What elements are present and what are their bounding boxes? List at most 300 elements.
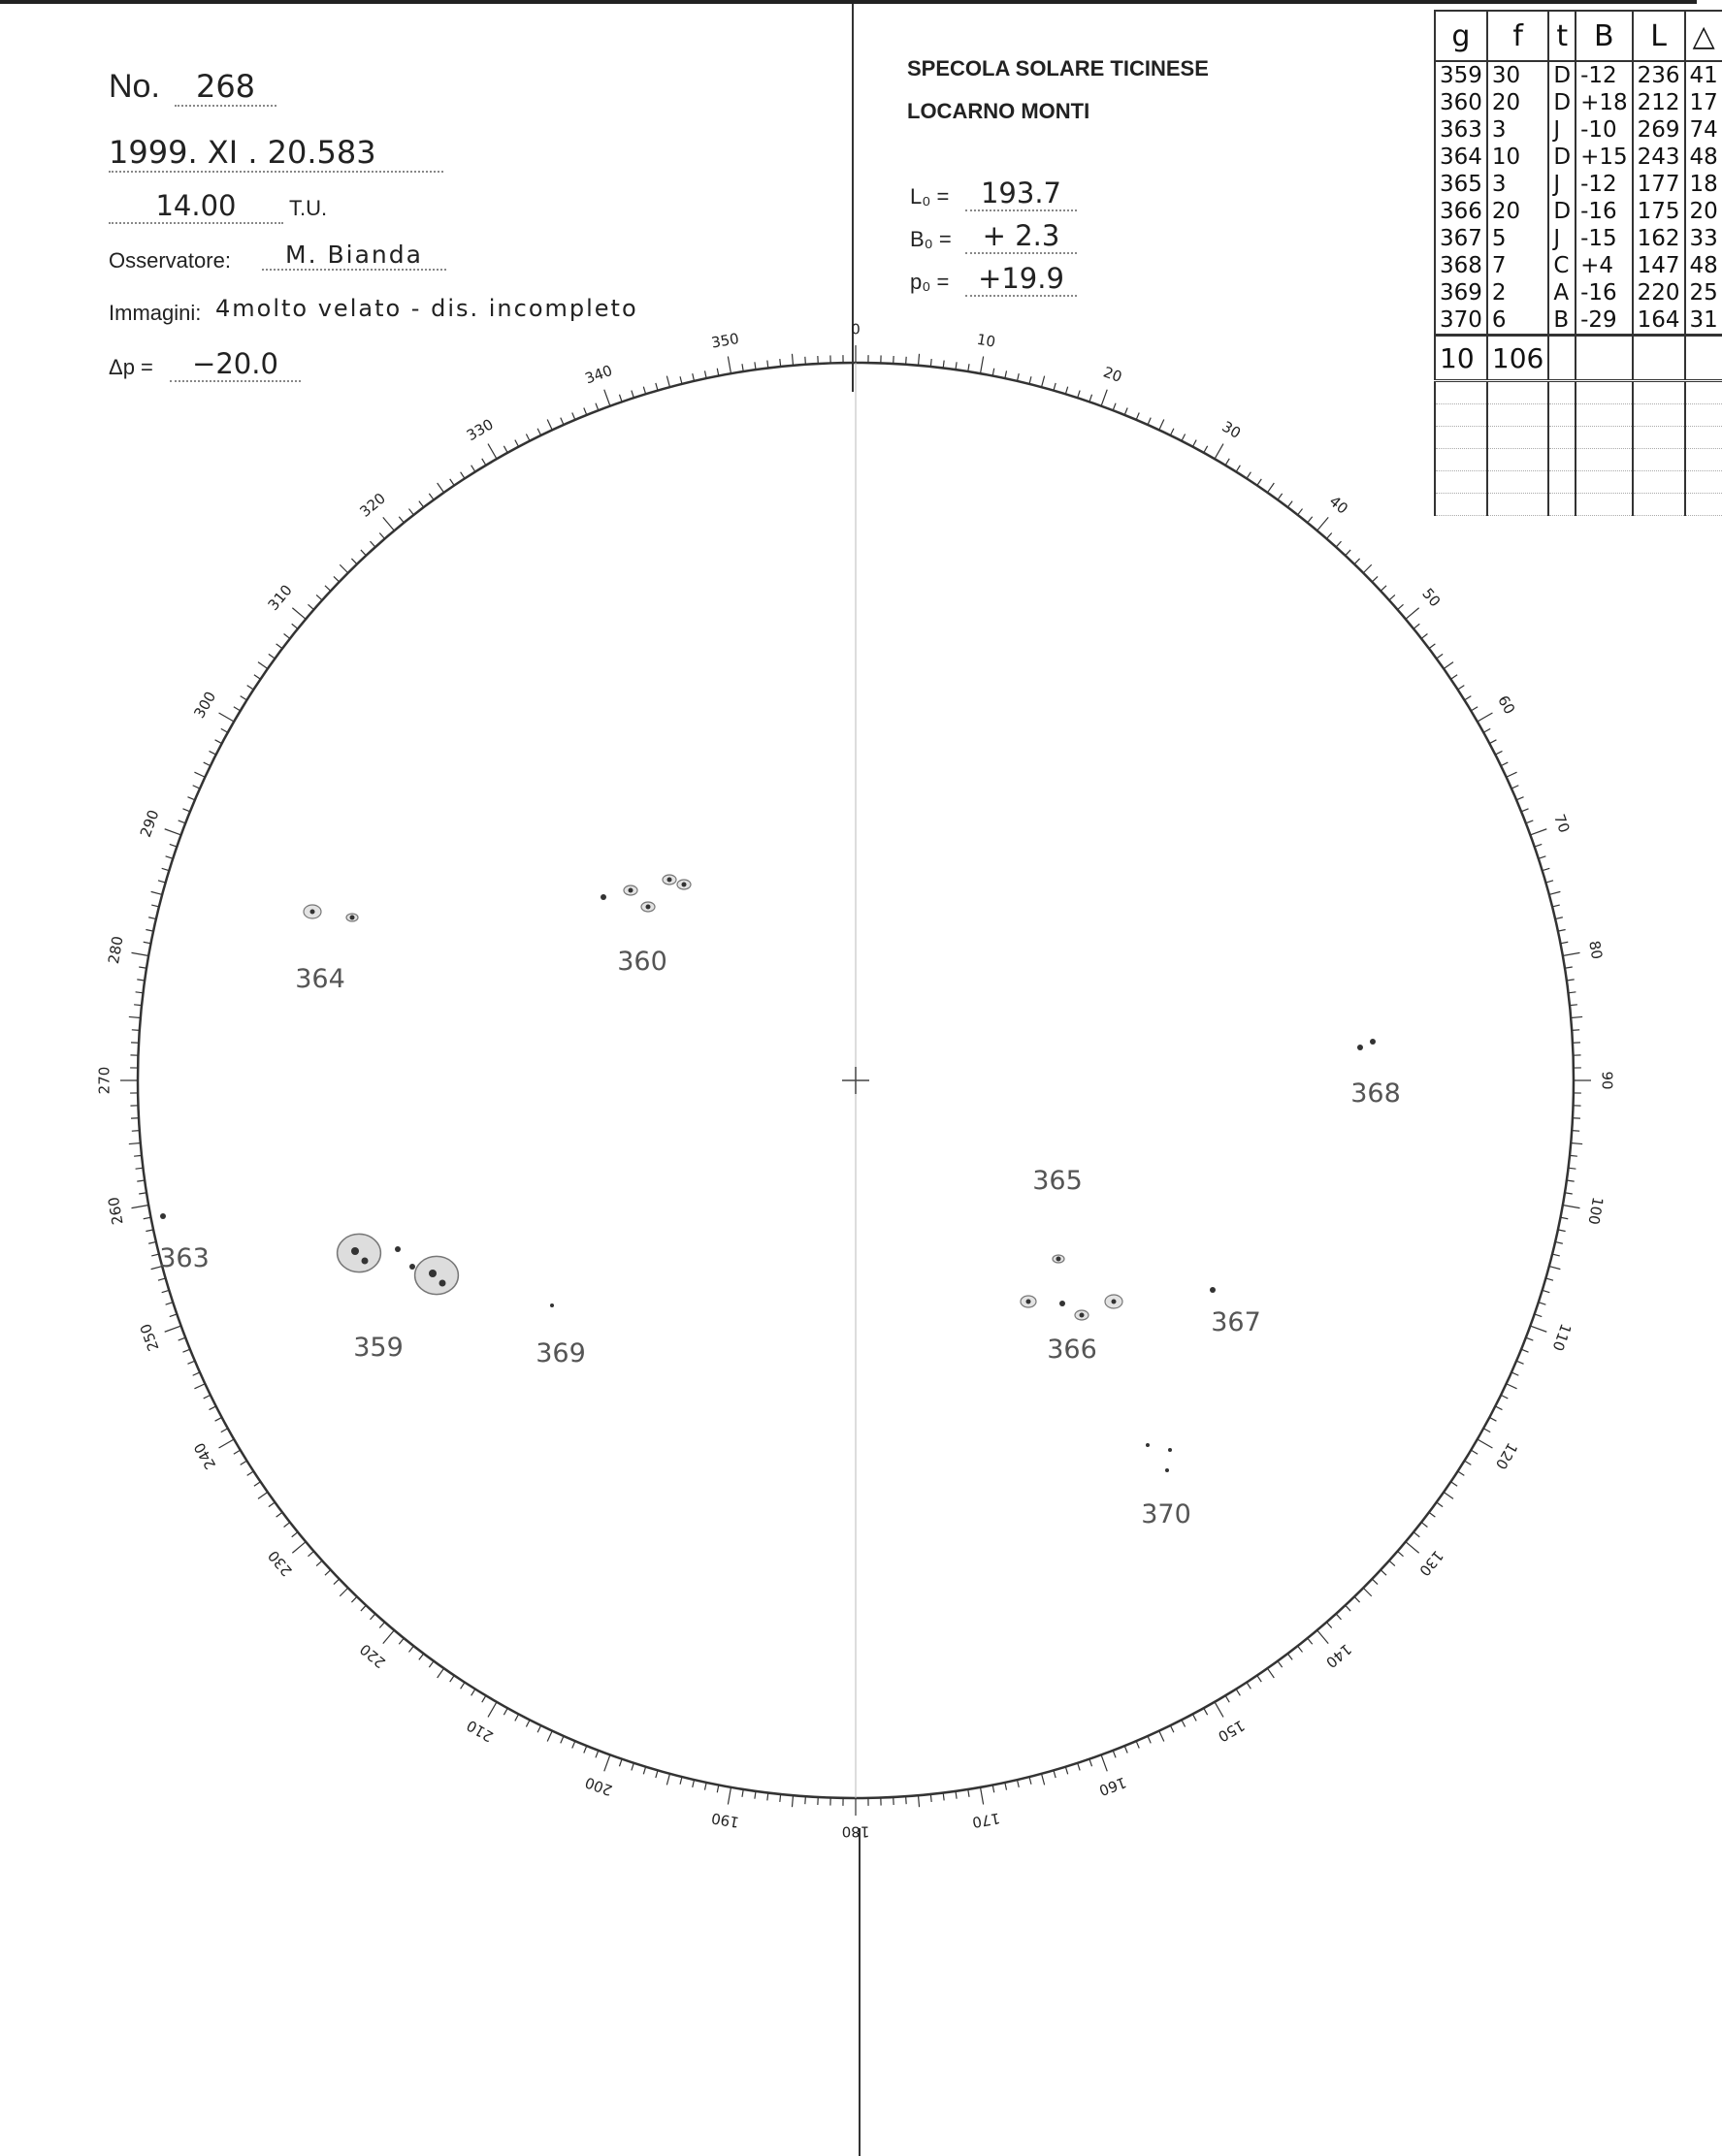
scale-tick	[1437, 1502, 1443, 1507]
scale-tick	[1326, 1622, 1331, 1627]
scale-tick	[704, 1783, 706, 1790]
scale-tick	[438, 483, 444, 493]
observation-time: 14.00	[109, 189, 283, 224]
group-label: 364	[295, 964, 345, 994]
scale-tick	[1054, 1770, 1056, 1778]
scale-tick	[1571, 1016, 1582, 1017]
scale-tick	[450, 1675, 454, 1682]
sunspot-pore	[1146, 1443, 1150, 1447]
scale-tick	[219, 713, 235, 722]
sunspot-umbra	[1112, 1300, 1117, 1304]
scale-tick	[1078, 1763, 1080, 1771]
scale-tick	[1381, 1570, 1386, 1575]
scale-tick	[1458, 686, 1465, 690]
scale-tick	[1215, 1702, 1223, 1718]
sunspot-pore	[409, 1264, 415, 1270]
scale-tick	[1511, 786, 1518, 788]
group-label: 370	[1141, 1499, 1191, 1529]
scale-tick	[1308, 1638, 1313, 1644]
scale-tick	[504, 1708, 507, 1715]
scale-tick	[1005, 370, 1007, 378]
scale-tick	[572, 1741, 575, 1748]
scale-label: 240	[190, 1439, 220, 1473]
scale-label: 300	[190, 688, 220, 722]
scale-tick	[693, 1780, 695, 1787]
scale-tick	[1568, 1168, 1576, 1169]
scale-label: 290	[136, 807, 163, 840]
scale-tick	[918, 1795, 919, 1807]
scale-tick	[204, 762, 211, 766]
header-f: f	[1487, 11, 1548, 61]
scale-tick	[258, 1492, 268, 1498]
scale-tick	[619, 1759, 622, 1767]
scale-tick	[1572, 1030, 1579, 1031]
scale-tick	[572, 412, 575, 419]
scale-tick	[1225, 459, 1229, 466]
table-cell: 6	[1487, 306, 1548, 336]
scale-tick	[144, 942, 151, 944]
scale-tick	[1483, 1429, 1490, 1432]
table-cell: -12	[1576, 171, 1633, 198]
scale-label: 230	[264, 1547, 296, 1580]
scale-tick	[179, 1337, 185, 1340]
scale-tick	[526, 1720, 530, 1726]
scale-tick	[1483, 728, 1490, 732]
table-cell: 17	[1685, 89, 1722, 116]
scale-tick	[1563, 1205, 1580, 1207]
scale-tick	[170, 1314, 178, 1317]
scale-tick	[1113, 403, 1116, 410]
scale-tick	[1065, 387, 1067, 395]
scale-tick	[1406, 608, 1419, 620]
scale-tick	[269, 654, 275, 659]
scale-label: 130	[1415, 1547, 1447, 1580]
scale-tick	[148, 1241, 156, 1243]
scale-tick	[1450, 1482, 1457, 1486]
scale-tick	[792, 354, 793, 366]
table-cell: 5	[1487, 225, 1548, 252]
scale-label: 110	[1548, 1321, 1576, 1354]
scale-tick	[1363, 1588, 1371, 1595]
scale-tick	[1192, 1714, 1196, 1721]
table-cell: 367	[1435, 225, 1487, 252]
total-cell: 10	[1435, 336, 1487, 381]
table-cell: 30	[1487, 61, 1548, 89]
scale-tick	[584, 407, 587, 414]
scale-tick	[1549, 1267, 1561, 1270]
scale-tick	[1029, 1777, 1031, 1785]
sunspot-pore	[1357, 1045, 1363, 1050]
scale-tick	[1236, 1689, 1240, 1696]
scale-tick	[247, 686, 254, 690]
scale-tick	[1530, 1326, 1546, 1332]
table-cell: 212	[1633, 89, 1685, 116]
scale-tick	[1078, 391, 1080, 399]
scale-label: 10	[975, 330, 997, 351]
scale-tick	[187, 797, 194, 800]
table-cell: +18	[1576, 89, 1633, 116]
scale-tick	[1215, 444, 1223, 460]
institute-name: SPECOLA SOLARE TICINESE	[907, 56, 1209, 80]
l0-value: 193.7	[965, 177, 1077, 211]
scale-tick	[316, 1561, 322, 1565]
scale-tick	[1054, 383, 1056, 391]
scale-tick	[561, 418, 564, 425]
scale-tick	[254, 675, 261, 679]
scale-label: 170	[970, 1809, 1002, 1832]
table-cell: 162	[1633, 225, 1685, 252]
scale-tick	[438, 1668, 444, 1678]
scale-tick	[194, 772, 205, 777]
scale-tick	[151, 891, 163, 894]
table-cell: D	[1548, 198, 1576, 225]
group-label: 368	[1350, 1078, 1401, 1109]
scale-tick	[643, 1767, 645, 1775]
scale-tick	[1148, 418, 1151, 425]
scale-tick	[383, 1630, 395, 1644]
group-label: 369	[536, 1338, 586, 1368]
sunspot-penumbra	[338, 1234, 381, 1271]
scale-label: 40	[1325, 492, 1351, 518]
scale-tick	[429, 1661, 434, 1667]
images-value: 4molto velato - dis. incompleto	[215, 295, 638, 322]
scale-tick	[210, 751, 216, 755]
sunspot-umbra	[646, 905, 651, 910]
scale-tick	[351, 1596, 357, 1602]
time-unit: T.U.	[289, 196, 328, 220]
scale-tick	[515, 440, 519, 447]
table-cell: 365	[1435, 171, 1487, 198]
scale-tick	[132, 1205, 149, 1207]
table-cell: 360	[1435, 89, 1487, 116]
scale-label: 250	[136, 1321, 163, 1354]
scale-tick	[429, 494, 434, 499]
scale-tick	[1560, 942, 1568, 944]
scale-tick	[1421, 1523, 1427, 1528]
scale-tick	[1539, 1303, 1546, 1304]
scale-tick	[943, 1792, 944, 1800]
scale-tick	[956, 1791, 957, 1799]
scale-tick	[234, 1450, 241, 1454]
scale-tick	[792, 1795, 793, 1807]
scale-tick	[780, 1794, 781, 1802]
scale-tick	[728, 357, 731, 374]
scale-tick	[537, 429, 541, 435]
scale-tick	[1257, 1675, 1261, 1682]
header-l: L	[1633, 11, 1685, 61]
scale-tick	[1029, 376, 1031, 384]
sunspot-umbra	[350, 916, 355, 920]
scale-tick	[1065, 1767, 1067, 1775]
scale-tick	[596, 403, 599, 410]
scale-tick	[1042, 376, 1045, 388]
table-cell: 31	[1685, 306, 1722, 336]
sunspot-pore	[1059, 1301, 1065, 1306]
scale-tick	[666, 376, 669, 388]
scale-tick	[992, 1785, 994, 1792]
scale-tick	[1170, 1725, 1174, 1732]
scale-tick	[1372, 576, 1378, 582]
scale-tick	[193, 786, 200, 788]
scale-tick	[292, 608, 306, 620]
scale-tick	[1511, 1372, 1518, 1375]
scale-tick	[162, 1290, 170, 1292]
scale-tick	[1516, 797, 1523, 800]
scale-tick	[276, 644, 282, 649]
table-cell: D	[1548, 61, 1576, 89]
scale-tick	[1526, 1337, 1533, 1340]
scale-label: 80	[1585, 939, 1607, 961]
scale-tick	[918, 354, 919, 366]
scale-tick	[1381, 586, 1386, 591]
scale-tick	[1159, 419, 1164, 430]
scale-tick	[1413, 624, 1419, 628]
scale-tick	[241, 1461, 247, 1464]
b0-label: B₀ =	[910, 227, 952, 251]
scale-tick	[170, 844, 178, 847]
table-cell: 359	[1435, 61, 1487, 89]
scale-tick	[1354, 559, 1360, 564]
scale-tick	[194, 1384, 205, 1389]
scale-tick	[1346, 550, 1350, 556]
scale-tick	[604, 390, 610, 406]
scale-tick	[755, 362, 756, 370]
scale-tick	[292, 624, 298, 628]
scale-tick	[340, 1588, 347, 1595]
scale-tick	[1444, 1492, 1453, 1498]
scale-tick	[408, 509, 413, 515]
scale-tick	[1543, 868, 1550, 870]
scale-tick	[247, 1471, 254, 1475]
scale-tick	[1101, 390, 1107, 406]
table-cell: +4	[1576, 252, 1633, 279]
sunspot-umbra	[682, 883, 687, 887]
table-cell: 48	[1685, 252, 1722, 279]
scale-tick	[1336, 1614, 1341, 1620]
scale-tick	[547, 1731, 552, 1742]
scale-tick	[399, 1638, 404, 1644]
scale-tick	[361, 550, 366, 556]
scale-tick	[1521, 1349, 1528, 1352]
b0-value: + 2.3	[965, 219, 1077, 254]
scale-tick	[254, 1482, 261, 1486]
scale-tick	[1397, 1551, 1403, 1556]
scale-tick	[1005, 1783, 1007, 1790]
scale-tick	[666, 1774, 669, 1786]
scale-label: 20	[1100, 363, 1124, 386]
scale-tick	[1571, 1142, 1582, 1143]
sunspot-umbra	[1080, 1313, 1085, 1318]
p0-label: p₀ =	[910, 270, 950, 294]
scale-tick	[1565, 1193, 1573, 1194]
scale-tick	[1159, 1731, 1164, 1742]
table-cell: 366	[1435, 198, 1487, 225]
sunspot-pore	[1210, 1287, 1216, 1293]
scale-tick	[292, 1542, 306, 1554]
sunspot-pore	[1165, 1468, 1169, 1472]
table-cell: 269	[1633, 116, 1685, 144]
table-cell: 18	[1685, 171, 1722, 198]
scale-tick	[461, 472, 465, 479]
table-cell: 41	[1685, 61, 1722, 89]
scale-tick	[1570, 1155, 1577, 1156]
scale-tick	[515, 1714, 519, 1721]
scale-tick	[1495, 751, 1502, 755]
scale-tick	[1389, 1561, 1395, 1565]
scale-tick	[269, 1502, 275, 1507]
scale-tick	[450, 479, 454, 486]
scale-tick	[906, 1796, 907, 1804]
scale-tick	[632, 1763, 634, 1771]
scale-tick	[1267, 483, 1274, 493]
scale-tick	[284, 633, 290, 638]
scale-tick	[308, 604, 313, 609]
group-label: 359	[353, 1333, 404, 1363]
scale-tick	[704, 370, 706, 378]
scale-label: 200	[582, 1773, 615, 1800]
scale-tick	[1567, 1180, 1575, 1181]
scale-tick	[1406, 1542, 1419, 1554]
scale-tick	[1507, 772, 1517, 777]
table-cell: B	[1548, 306, 1576, 336]
scale-tick	[1225, 1695, 1229, 1702]
table-cell: -10	[1576, 116, 1633, 144]
scale-label: 150	[1215, 1716, 1249, 1746]
scale-tick	[1429, 644, 1435, 649]
table-cell: D	[1548, 144, 1576, 171]
scale-tick	[680, 376, 682, 384]
scale-tick	[1543, 1290, 1550, 1292]
scale-tick	[292, 1532, 298, 1537]
table-cell: 7	[1487, 252, 1548, 279]
scale-tick	[399, 517, 404, 523]
scale-tick	[383, 517, 395, 531]
table-cell: 10	[1487, 144, 1548, 171]
scale-tick	[1570, 1005, 1577, 1006]
sunspot-pore	[601, 894, 606, 900]
table-cell: 20	[1487, 198, 1548, 225]
scale-tick	[361, 1605, 366, 1611]
scale-tick	[166, 856, 174, 858]
scale-tick	[1182, 1720, 1186, 1726]
table-cell: 33	[1685, 225, 1722, 252]
scale-label: 60	[1494, 692, 1519, 718]
scale-label: 340	[582, 361, 615, 388]
scale-tick	[693, 373, 695, 381]
scale-tick	[943, 361, 944, 369]
sunspot-umbra	[429, 1270, 437, 1277]
scale-tick	[1257, 479, 1261, 486]
observer-name: M. Bianda	[262, 241, 446, 271]
sunspot-pore	[395, 1246, 401, 1252]
table-cell: 2	[1487, 279, 1548, 306]
scale-tick	[1429, 1512, 1435, 1517]
scale-tick	[132, 1131, 140, 1132]
scale-tick	[1465, 696, 1472, 700]
scale-tick	[144, 1217, 151, 1219]
number-value: 268	[175, 68, 276, 107]
table-cell: 25	[1685, 279, 1722, 306]
scale-tick	[1558, 1230, 1566, 1232]
scale-tick	[561, 1736, 564, 1743]
table-cell: 20	[1685, 198, 1722, 225]
scale-label: 100	[1584, 1195, 1608, 1227]
table-cell: 220	[1633, 279, 1685, 306]
scale-tick	[139, 1193, 146, 1194]
scale-tick	[129, 1142, 141, 1143]
scale-tick	[767, 361, 768, 369]
scale-label: 140	[1322, 1640, 1355, 1672]
scale-tick	[930, 359, 931, 367]
group-label: 363	[159, 1243, 210, 1273]
scale-tick	[482, 1695, 486, 1702]
sunspot-umbra	[667, 878, 672, 883]
scale-tick	[351, 559, 357, 564]
header-t: t	[1548, 11, 1576, 61]
scale-tick	[134, 1005, 142, 1006]
scale-label: 160	[1096, 1773, 1129, 1800]
table-cell: -29	[1576, 306, 1633, 336]
scale-tick	[158, 1278, 166, 1280]
scale-tick	[488, 1702, 497, 1718]
scale-tick	[1558, 929, 1566, 931]
scale-tick	[1372, 1579, 1378, 1585]
scale-tick	[334, 576, 340, 582]
scale-tick	[1560, 1217, 1568, 1219]
scale-tick	[1413, 1532, 1419, 1537]
table-cell: J	[1548, 116, 1576, 144]
scale-tick	[980, 1787, 983, 1805]
scale-label: 180	[841, 1822, 870, 1841]
scale-tick	[742, 364, 743, 371]
table-cell: 74	[1685, 116, 1722, 144]
scale-tick	[1552, 1254, 1560, 1256]
scale-label: 330	[463, 415, 497, 445]
sunspot-umbra	[1026, 1300, 1031, 1304]
table-cell: 363	[1435, 116, 1487, 144]
scale-tick	[1526, 821, 1533, 823]
scale-tick	[1287, 1654, 1292, 1659]
scale-tick	[1489, 1417, 1496, 1421]
scale-tick	[1017, 373, 1019, 381]
scale-tick	[1501, 1395, 1508, 1399]
scale-tick	[1278, 494, 1283, 499]
scale-tick	[419, 501, 424, 507]
scale-tick	[136, 992, 144, 993]
scale-tick	[780, 359, 781, 367]
p0-value: +19.9	[965, 262, 1077, 297]
scale-tick	[276, 1512, 282, 1517]
scale-tick	[221, 728, 228, 732]
scale-tick	[1521, 809, 1528, 812]
scale-tick	[258, 662, 268, 669]
sunspot-umbra	[439, 1280, 446, 1287]
scale-tick	[805, 1796, 806, 1804]
scale-tick	[1192, 440, 1196, 447]
scale-tick	[1549, 891, 1561, 894]
observation-date: 1999. XI . 20.583	[109, 134, 443, 173]
table-cell: 164	[1633, 306, 1685, 336]
scale-tick	[767, 1792, 768, 1800]
scale-label: 120	[1491, 1439, 1521, 1473]
scale-tick	[284, 1523, 290, 1528]
scale-tick	[165, 1326, 181, 1332]
scale-label: 190	[709, 1809, 741, 1832]
scale-tick	[1136, 412, 1139, 419]
table-cell: 370	[1435, 306, 1487, 336]
scale-tick	[151, 1254, 159, 1256]
scale-tick	[325, 586, 331, 591]
